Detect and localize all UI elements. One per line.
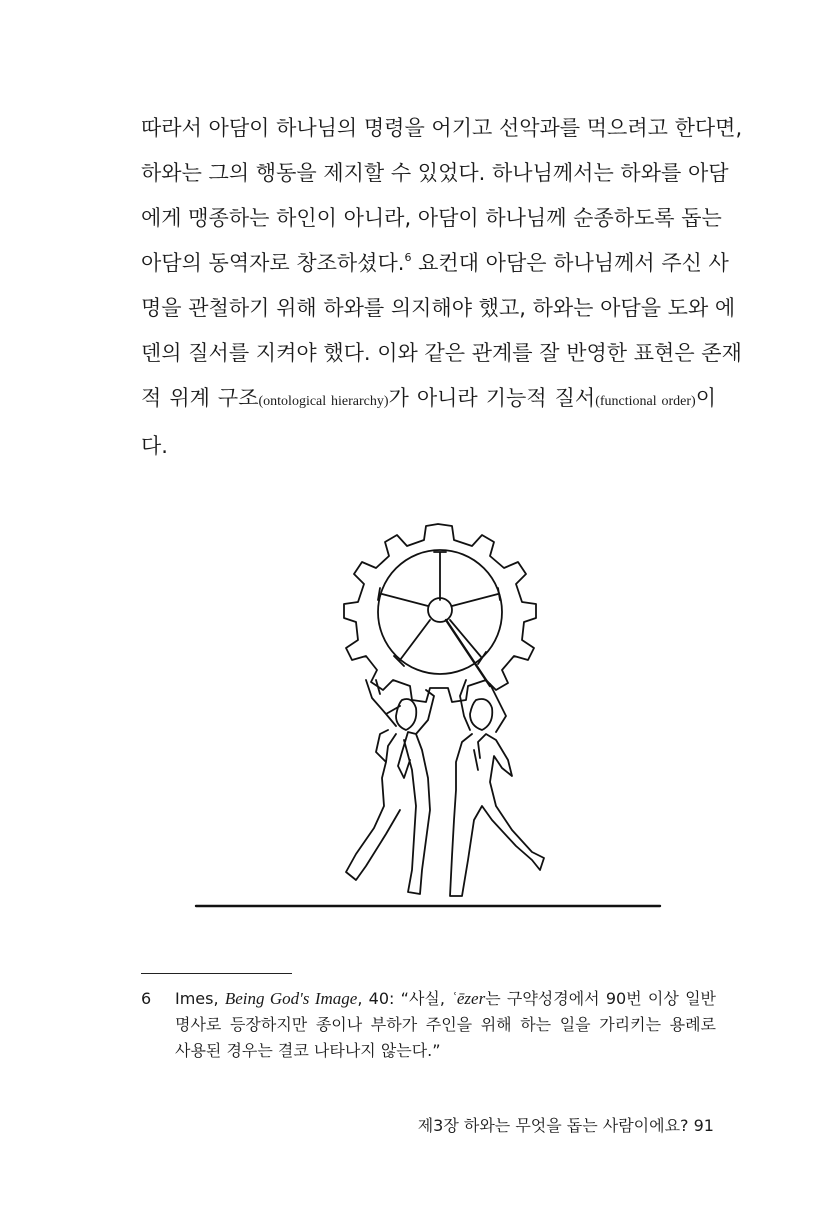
footnote-text bbox=[175, 986, 716, 1064]
body-text-segment: 이 bbox=[695, 386, 716, 410]
footnote-line bbox=[175, 986, 716, 1012]
english-gloss: (ontological hierarchy) bbox=[258, 394, 389, 409]
hebrew-term: ʿēzer bbox=[451, 989, 486, 1008]
left-figure bbox=[346, 680, 434, 894]
footnote-segment: 는 구약성경에서 90번 이상 일반 bbox=[485, 989, 717, 1008]
footnote bbox=[141, 986, 716, 1064]
gear-lifting-people-illustration bbox=[190, 520, 665, 912]
footnote-line: 명사로 등장하지만 종이나 부하가 주인을 위해 하는 일을 가리키는 용례로 bbox=[175, 1015, 716, 1034]
body-text-segment: 가 아니라 기능적 질서 bbox=[388, 386, 596, 410]
english-gloss: (functional order) bbox=[595, 394, 696, 409]
body-line bbox=[141, 241, 729, 286]
right-figure bbox=[450, 680, 544, 896]
footnote-line: 사용된 경우는 결코 나타나지 않는다.” bbox=[175, 1041, 441, 1060]
body-line: 덴의 질서를 지켜야 했다. 이와 같은 관계를 잘 반영한 표현은 존재 bbox=[141, 341, 742, 365]
body-line: 에게 맹종하는 하인이 아니라, 아담이 하나님께 순종하도록 돕는 bbox=[141, 206, 722, 230]
body-text-segment: 적 위계 구조 bbox=[141, 386, 259, 410]
body-line: 명을 관철하기 위해 하와를 의지해야 했고, 하와는 아담을 도와 에 bbox=[141, 296, 736, 320]
footnote-segment: Imes, bbox=[175, 989, 225, 1008]
body-line: 하와는 그의 행동을 제지할 수 있었다. 하나님께서는 하와를 아담 bbox=[141, 161, 729, 185]
book-title: Being God's Image bbox=[224, 989, 358, 1008]
footnote-number: 6 bbox=[141, 989, 152, 1008]
footnote-segment: , 40: “사실, bbox=[357, 989, 452, 1008]
body-line bbox=[141, 376, 716, 424]
footnote-reference: 6 bbox=[404, 251, 412, 264]
body-line: 다. bbox=[141, 434, 168, 458]
body-text-segment: 요컨대 아담은 하나님께서 주신 사 bbox=[411, 251, 729, 275]
body-line: 따라서 아담이 하나님의 명령을 어기고 선악과를 먹으려고 한다면, bbox=[141, 116, 743, 140]
footnote-rule bbox=[141, 973, 292, 974]
running-footer: 제3장 하와는 무엇을 돕는 사람이에요? 91 bbox=[417, 1116, 714, 1135]
body-text-segment: 아담의 동역자로 창조하셨다. bbox=[141, 251, 405, 275]
main-paragraph bbox=[141, 106, 743, 469]
